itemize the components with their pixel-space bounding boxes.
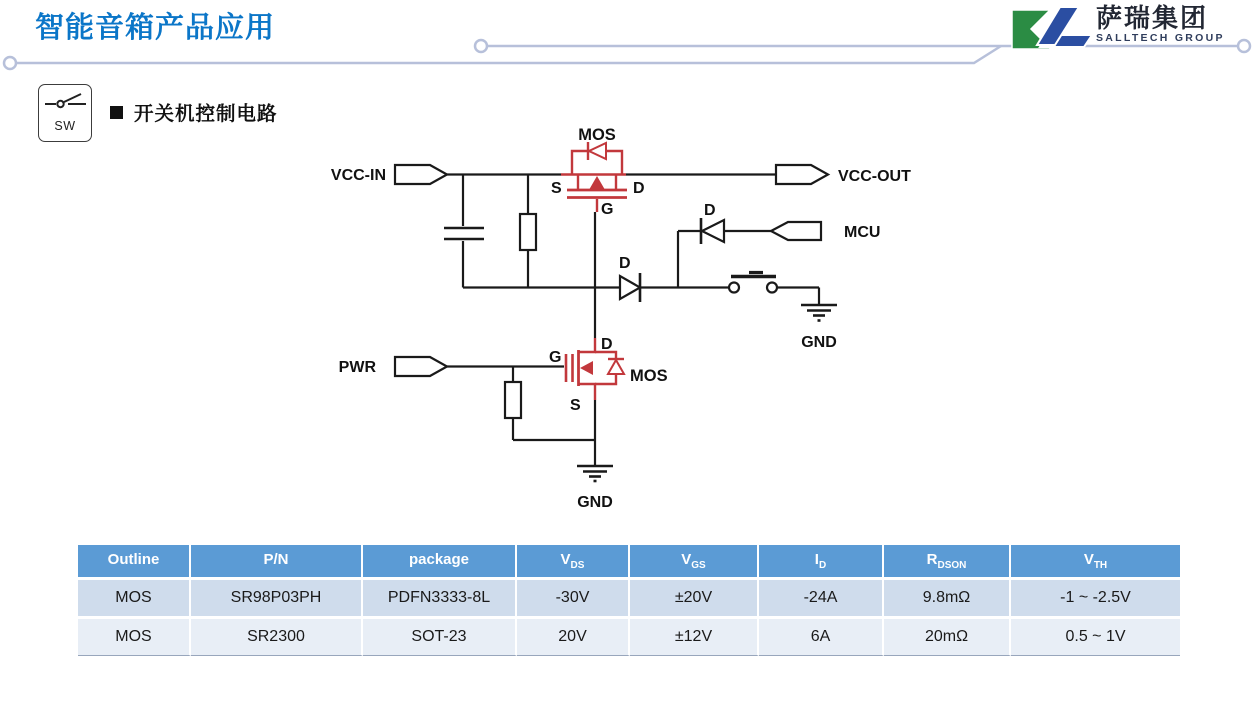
label-mos-bottom-d: D bbox=[601, 336, 613, 353]
switch-icon-label: SW bbox=[54, 119, 76, 133]
col-vds: $V_{DS}$ bbox=[517, 545, 630, 580]
label-gnd-right: GND bbox=[801, 334, 837, 351]
cell: 9.8mΩ bbox=[884, 580, 1011, 619]
label-mos-bottom-g: G bbox=[549, 349, 562, 366]
col-vgs: $V_{GS}$ bbox=[630, 545, 759, 580]
logo-name-cn: 萨瑞集团 bbox=[1096, 3, 1209, 33]
cell: SOT-23 bbox=[363, 619, 517, 656]
cell: 20mΩ bbox=[884, 619, 1011, 656]
port-pwr bbox=[395, 357, 447, 376]
label-mos-top-d: D bbox=[633, 180, 645, 197]
cell: SR2300 bbox=[191, 619, 363, 656]
cell: -30V bbox=[517, 580, 630, 619]
heading-text: 开关机控制电路 bbox=[134, 103, 278, 125]
switch-icon bbox=[40, 85, 91, 113]
col-vth: $V_{TH}$ bbox=[1011, 545, 1180, 580]
label-vcc-in: VCC-IN bbox=[330, 167, 386, 184]
mosfet-top-symbol bbox=[561, 142, 627, 212]
port-vcc-out bbox=[776, 165, 828, 184]
switch-icon-box bbox=[38, 84, 92, 142]
company-logo-icon bbox=[1008, 4, 1096, 54]
logo-name-en: SALLTECH GROUP bbox=[1096, 32, 1225, 44]
port-vcc-in bbox=[395, 165, 447, 184]
company-logo-text bbox=[1096, 5, 1225, 44]
table-header-row bbox=[78, 545, 1180, 580]
label-mos-top: MOS bbox=[578, 126, 616, 144]
cell: ±20V bbox=[630, 580, 759, 619]
spec-table bbox=[78, 545, 1180, 656]
push-button-contact-left bbox=[729, 283, 739, 293]
ground-bottom-icon bbox=[577, 466, 613, 481]
cell: 20V bbox=[517, 619, 630, 656]
cell: MOS bbox=[78, 619, 191, 656]
ground-right-icon bbox=[801, 305, 837, 321]
label-mos-top-s: S bbox=[551, 180, 562, 197]
diode-mcu bbox=[702, 220, 724, 242]
table-row bbox=[78, 619, 1180, 656]
label-pwr: PWR bbox=[338, 359, 376, 376]
label-mos-top-g: G bbox=[601, 201, 614, 218]
cell: 6A bbox=[759, 619, 884, 656]
cell: -1 ~ -2.5V bbox=[1011, 580, 1180, 619]
cell: 0.5 ~ 1V bbox=[1011, 619, 1180, 656]
diode-lower bbox=[620, 276, 640, 299]
label-diode-mcu: D bbox=[704, 202, 716, 219]
cell: SR98P03PH bbox=[191, 580, 363, 619]
circuit-wires bbox=[444, 175, 837, 482]
table-row bbox=[78, 580, 1180, 619]
col-rdson: $R_{DSON}$ bbox=[884, 545, 1011, 580]
mosfet-bottom-symbol bbox=[566, 338, 624, 400]
resistor-top bbox=[520, 214, 536, 250]
label-vcc-out: VCC-OUT bbox=[838, 168, 911, 185]
label-mos-bottom-s: S bbox=[570, 397, 581, 414]
page-title: 智能音箱产品应用 bbox=[35, 12, 276, 44]
cell: PDFN3333-8L bbox=[363, 580, 517, 619]
col-outline: Outline bbox=[78, 545, 191, 580]
label-mos-bottom: MOS bbox=[630, 367, 668, 385]
cell: MOS bbox=[78, 580, 191, 619]
cell: ±12V bbox=[630, 619, 759, 656]
section-heading bbox=[110, 98, 278, 126]
resistor-bottom bbox=[505, 382, 521, 418]
col-package: package bbox=[363, 545, 517, 580]
port-mcu bbox=[771, 222, 821, 240]
label-gnd-bottom: GND bbox=[577, 494, 613, 511]
heading-bullet-square bbox=[110, 106, 123, 119]
col-pn: P/N bbox=[191, 545, 363, 580]
mos-spec-table bbox=[78, 545, 1180, 656]
label-diode-lower: D bbox=[619, 255, 631, 272]
cell: -24A bbox=[759, 580, 884, 619]
label-mcu: MCU bbox=[844, 224, 881, 241]
col-id: $I_D$ bbox=[759, 545, 884, 580]
push-button-contact-right bbox=[767, 283, 777, 293]
